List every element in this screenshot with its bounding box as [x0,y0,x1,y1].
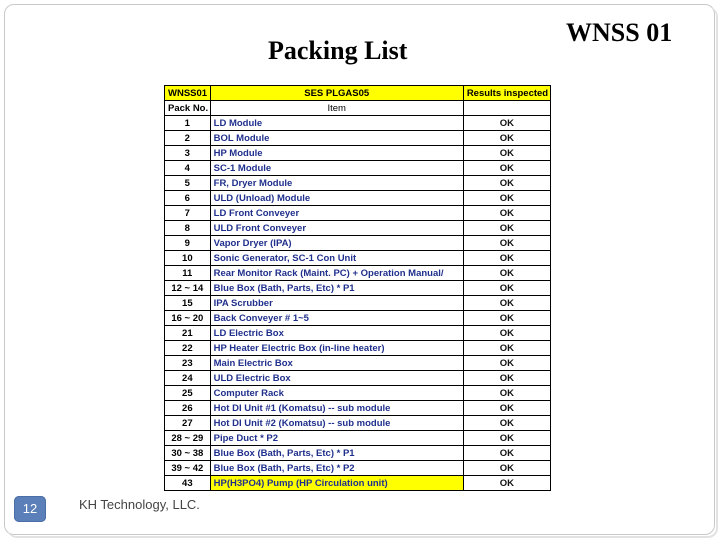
table-row [165,446,551,461]
pack-no-cell: 25 [165,386,211,401]
table-row [165,326,551,341]
pack-no-cell: 30 ~ 38 [165,446,211,461]
table-row [165,281,551,296]
pack-no-cell: 27 [165,416,211,431]
table-row [165,311,551,326]
table-row [165,416,551,431]
item-cell: HP Heater Electric Box (in-line heater) [210,341,463,356]
pack-no-cell: 9 [165,236,211,251]
table-row [165,401,551,416]
pack-no-cell: 11 [165,266,211,281]
result-cell: OK [463,161,550,176]
item-cell: Rear Monitor Rack (Maint. PC) + Operation Manual/ [210,266,463,281]
result-cell: OK [463,386,550,401]
pack-no-cell: 16 ~ 20 [165,311,211,326]
table-row [165,386,551,401]
item-cell: Hot DI Unit #1 (Komatsu) -- sub module [210,401,463,416]
header-code-cell: WNSS01 [165,86,211,101]
packing-list-body [165,86,551,491]
item-cell: Back Conveyer # 1~5 [210,311,463,326]
pack-no-cell: 21 [165,326,211,341]
item-cell: FR, Dryer Module [210,176,463,191]
item-cell: Pipe Duct * P2 [210,431,463,446]
result-cell: OK [463,191,550,206]
item-cell: Hot DI Unit #2 (Komatsu) -- sub module [210,416,463,431]
item-cell: HP(H3PO4) Pump (HP Circulation unit) [210,476,463,491]
pack-no-cell: 6 [165,191,211,206]
result-cell: OK [463,221,550,236]
table-header-row-2 [165,101,551,116]
header-pack-no-cell: Pack No. [165,101,211,116]
page-number-badge: 12 [14,496,46,522]
result-cell: OK [463,266,550,281]
result-cell: OK [463,251,550,266]
result-cell: OK [463,431,550,446]
pack-no-cell: 26 [165,401,211,416]
item-cell: ULD Electric Box [210,371,463,386]
result-cell: OK [463,416,550,431]
table-row [165,116,551,131]
table-row [165,341,551,356]
pack-no-cell: 5 [165,176,211,191]
result-cell: OK [463,371,550,386]
result-cell: OK [463,311,550,326]
item-cell: Sonic Generator, SC-1 Con Unit [210,251,463,266]
item-cell: ULD Front Conveyer [210,221,463,236]
result-cell: OK [463,476,550,491]
pack-no-cell: 8 [165,221,211,236]
item-cell: Vapor Dryer (IPA) [210,236,463,251]
pack-no-cell: 39 ~ 42 [165,461,211,476]
item-cell: LD Module [210,116,463,131]
table-row [165,131,551,146]
item-cell: Computer Rack [210,386,463,401]
pack-no-cell: 1 [165,116,211,131]
table-row [165,191,551,206]
table-row [165,356,551,371]
result-cell: OK [463,176,550,191]
table-row [165,371,551,386]
item-cell: HP Module [210,146,463,161]
header-item-cell: Item [210,101,463,116]
item-cell: Main Electric Box [210,356,463,371]
pack-no-cell: 3 [165,146,211,161]
result-cell: OK [463,356,550,371]
table-row [165,206,551,221]
pack-no-cell: 15 [165,296,211,311]
result-cell: OK [463,326,550,341]
result-cell: OK [463,401,550,416]
pack-no-cell: 2 [165,131,211,146]
pack-no-cell: 7 [165,206,211,221]
item-cell: SC-1 Module [210,161,463,176]
pack-no-cell: 43 [165,476,211,491]
header-results-cell: Results inspected [463,86,550,101]
result-cell: OK [463,296,550,311]
pack-no-cell: 22 [165,341,211,356]
pack-no-cell: 10 [165,251,211,266]
table-header-row-1 [165,86,551,101]
item-cell: LD Front Conveyer [210,206,463,221]
table-row [165,236,551,251]
page-title: Packing List [268,36,408,65]
pack-no-cell: 24 [165,371,211,386]
item-cell: IPA Scrubber [210,296,463,311]
item-cell: ULD (Unload) Module [210,191,463,206]
table-row [165,161,551,176]
item-cell: Blue Box (Bath, Parts, Etc) * P1 [210,281,463,296]
pack-no-cell: 28 ~ 29 [165,431,211,446]
result-cell: OK [463,116,550,131]
table-row [165,461,551,476]
item-cell: Blue Box (Bath, Parts, Etc) * P1 [210,446,463,461]
doc-code: WNSS 01 [566,18,673,47]
table-row [165,266,551,281]
header-model-cell: SES PLGAS05 [210,86,463,101]
result-cell: OK [463,281,550,296]
item-cell: Blue Box (Bath, Parts, Etc) * P2 [210,461,463,476]
table-row [165,176,551,191]
table-row [165,251,551,266]
table-row [165,296,551,311]
header-empty-cell [463,101,550,116]
result-cell: OK [463,341,550,356]
result-cell: OK [463,146,550,161]
table-row [165,431,551,446]
item-cell: BOL Module [210,131,463,146]
table-row [165,476,551,491]
item-cell: LD Electric Box [210,326,463,341]
pack-no-cell: 12 ~ 14 [165,281,211,296]
result-cell: OK [463,131,550,146]
pack-no-cell: 4 [165,161,211,176]
table-row [165,146,551,161]
packing-list-table [164,85,551,491]
pack-no-cell: 23 [165,356,211,371]
result-cell: OK [463,206,550,221]
footer-company: KH Technology, LLC. [79,497,200,512]
result-cell: OK [463,236,550,251]
table-row [165,221,551,236]
result-cell: OK [463,461,550,476]
result-cell: OK [463,446,550,461]
